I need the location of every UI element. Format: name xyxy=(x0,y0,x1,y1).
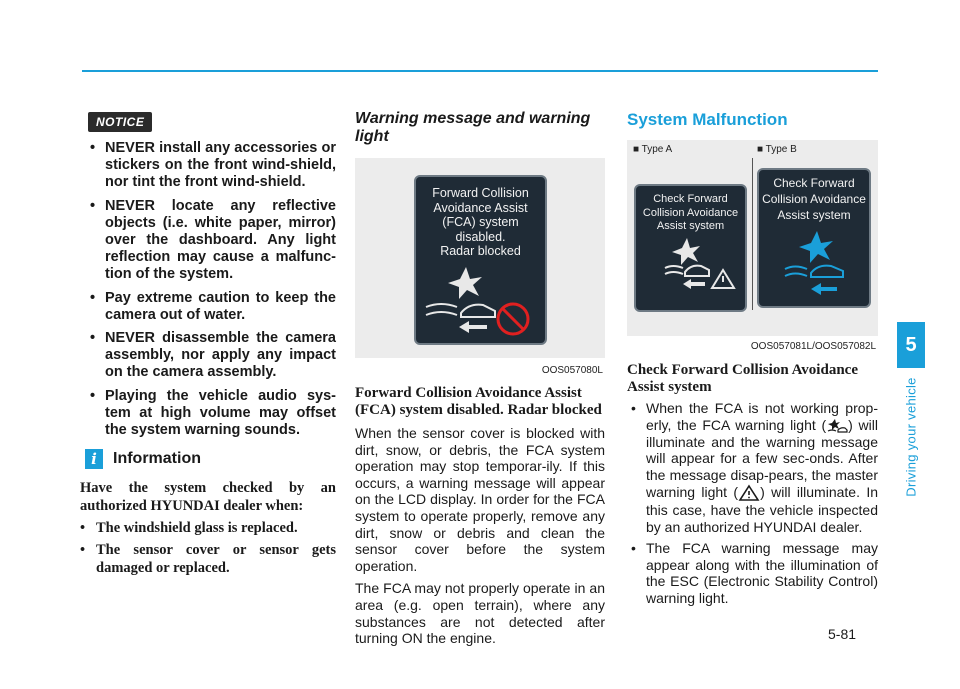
fca-warning-graphic-icon xyxy=(761,227,867,303)
collision-graphic-icon xyxy=(421,263,541,343)
paragraph: When the sensor cover is blocked with dirt, snow, or debris, the FCA system operation may stop temporar-ily. If this occurs, a warning message will appear on the LCD display. In order for the FCA system to operate properly, remove any dirt, snow or debris and clean the sensor cover before the system operation. xyxy=(355,425,605,574)
list-item: • When the FCA is not working prop-erly, the FCA warning light ( ) will illuminate and the warning message will appear for a few sec-onds. After the message disap-pears, the master warning light ( ) will illuminate. In this case, have the vehicle inspected by an authorized HYUNDAI dealer. xyxy=(627,400,878,535)
column-warning xyxy=(355,110,605,647)
page-number: 5-81 xyxy=(828,626,857,642)
information-title: Information xyxy=(113,450,201,468)
list-item: • The sensor cover or sensor gets damaged or replaced. xyxy=(80,541,336,577)
information-list xyxy=(80,519,336,577)
list-item: • The windshield glass is replaced. xyxy=(80,519,336,537)
lcd-display-type-b xyxy=(757,168,871,308)
fca-warning-light-icon xyxy=(826,418,848,434)
info-icon: i xyxy=(85,449,103,469)
section-heading-warning: Warning message and warning light xyxy=(355,110,591,145)
lcd-display-type-a xyxy=(634,184,747,312)
malfunction-list xyxy=(627,400,878,607)
fca-warning-graphic-icon xyxy=(641,236,741,300)
figure-radar-blocked xyxy=(355,158,605,376)
lcd-line: Assist system xyxy=(777,207,851,222)
section-heading-malfunction: System Malfunction xyxy=(627,110,788,129)
lcd-line: Avoidance Assist xyxy=(433,200,528,215)
type-a-label: ■ Type A xyxy=(633,144,673,155)
figure-check-fca xyxy=(627,140,878,352)
list-item: • The FCA warning message may appear along with the illumination of the ESC (Electronic Stability Control) warning light. xyxy=(627,540,878,606)
lcd-line: Forward Collision xyxy=(432,186,529,200)
notice-list xyxy=(80,140,336,439)
lcd-line: Assist system xyxy=(656,220,725,232)
lcd-line: Check Forward xyxy=(773,176,855,190)
list-item: • NEVER install any accessories or stickers on the front wind-shield, nor tint the front wind-shield. xyxy=(80,140,336,192)
list-item: • Playing the vehicle audio sys-tem at high volume may offset the system warning sounds. xyxy=(80,388,336,440)
notice-badge: NOTICE xyxy=(88,112,152,132)
type-b-label: ■ Type B xyxy=(757,144,797,155)
column-notice xyxy=(80,112,336,581)
lcd-line: Check Forward xyxy=(653,193,728,205)
top-rule xyxy=(82,70,878,72)
lcd-line: (FCA) system xyxy=(442,215,519,230)
list-item: • NEVER disassemble the camera assembly, nor apply any impact on the camera assembly. xyxy=(80,330,336,382)
subheading-check-fca: Check Forward Collision Avoidance Assist system xyxy=(627,362,858,395)
column-malfunction xyxy=(627,110,878,612)
figure-code: OOS057081L/OOS057082L xyxy=(750,341,876,352)
master-warning-light-icon xyxy=(738,484,760,502)
list-item: • NEVER locate any reflective objects (i.e. white paper, mirror) over the dashboard. Any light reflection may cause a malfunc-tion of the system. xyxy=(80,198,336,284)
lcd-display xyxy=(414,175,547,345)
paragraph: The FCA may not properly operate in an area (e.g. open terrain), where any substances are not detected after turning ON the engine. xyxy=(355,580,605,647)
lcd-line: disabled. xyxy=(455,229,506,244)
subheading-fca-disabled: Forward Collision Avoidance Assist (FCA) system disabled. Radar blocked xyxy=(355,385,602,418)
figure-divider xyxy=(752,158,753,310)
chapter-tab: 5 xyxy=(897,322,925,368)
figure-code: OOS057080L xyxy=(541,365,603,376)
information-header xyxy=(85,449,336,469)
chapter-title: Driving your vehicle xyxy=(903,377,919,497)
lcd-line: Radar blocked xyxy=(440,244,521,259)
lcd-line: Collision Avoidance xyxy=(642,206,739,219)
lcd-line: Collision Avoidance xyxy=(762,191,866,206)
information-intro: Have the system checked by an authorized HYUNDAI dealer when: xyxy=(80,480,336,515)
list-item: • Pay extreme caution to keep the camera out of water. xyxy=(80,290,336,324)
